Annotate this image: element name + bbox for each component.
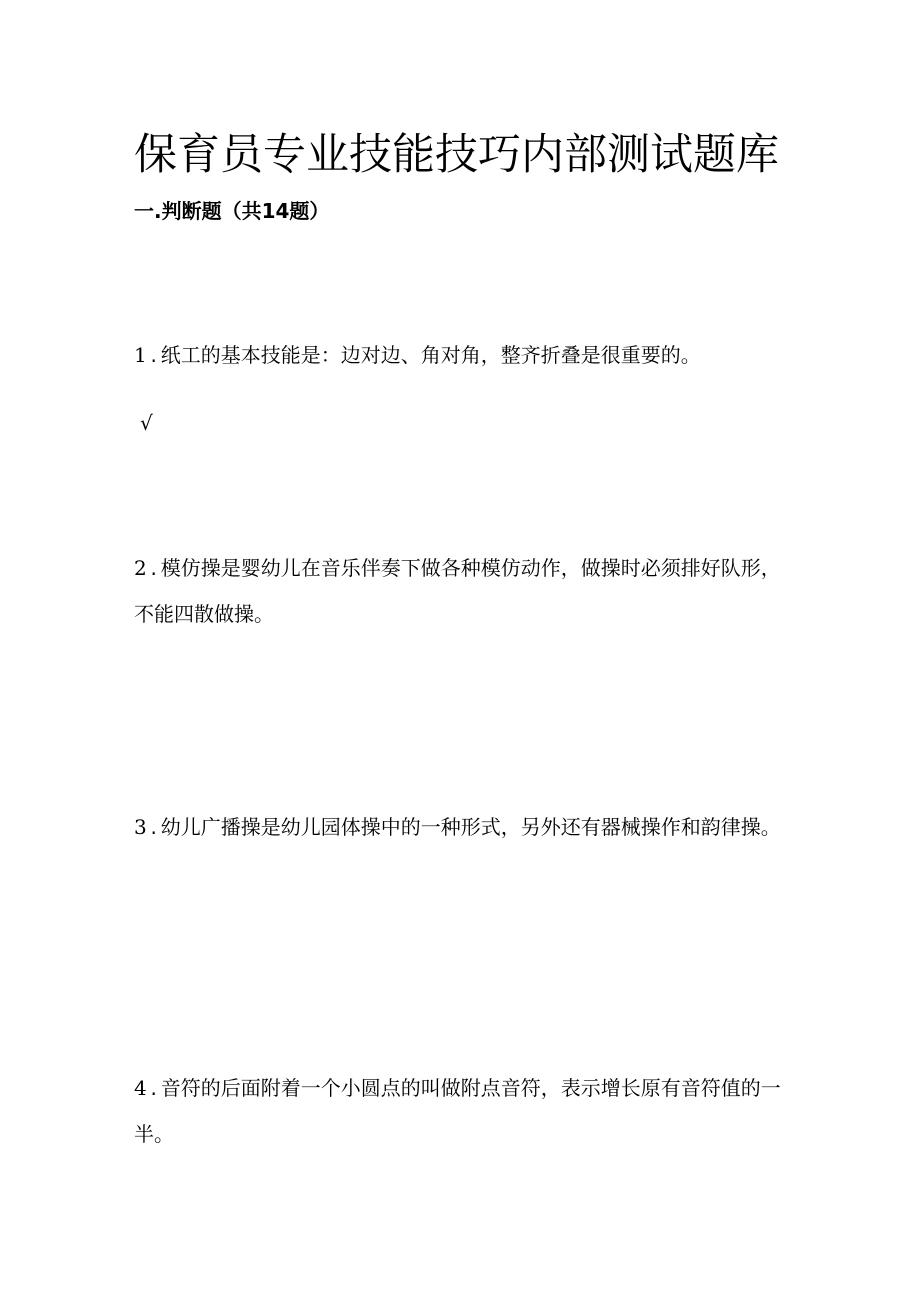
question-text: 纸工的基本技能是：边对边、角对角，整齐折叠是很重要的。	[160, 343, 701, 367]
section-heading: 一.判断题（共14题）	[134, 199, 330, 223]
question-item	[134, 804, 784, 850]
question-separator: .	[150, 1076, 157, 1100]
question-item	[134, 545, 784, 637]
page-title: 保育员专业技能技巧内部测试题库	[134, 130, 779, 180]
question-separator: .	[150, 556, 157, 580]
question-text: 模仿操是婴幼儿在音乐伴奏下做各种模仿动作，做操时必须排好队形，不能四散做操。	[134, 556, 781, 626]
question-number: 3	[134, 815, 147, 839]
question-number: 1	[134, 343, 147, 367]
question-number: 4	[134, 1076, 147, 1100]
question-item	[134, 332, 784, 378]
question-text: 音符的后面附着一个小圆点的叫做附点音符，表示增长原有音符值的一半。	[134, 1076, 781, 1146]
answer-mark: √	[140, 411, 153, 435]
question-item	[134, 1065, 784, 1157]
question-separator: .	[150, 815, 157, 839]
question-separator: .	[150, 343, 157, 367]
question-number: 2	[134, 556, 147, 580]
question-text: 幼儿广播操是幼儿园体操中的一种形式，另外还有器械操作和韵律操。	[160, 815, 781, 839]
